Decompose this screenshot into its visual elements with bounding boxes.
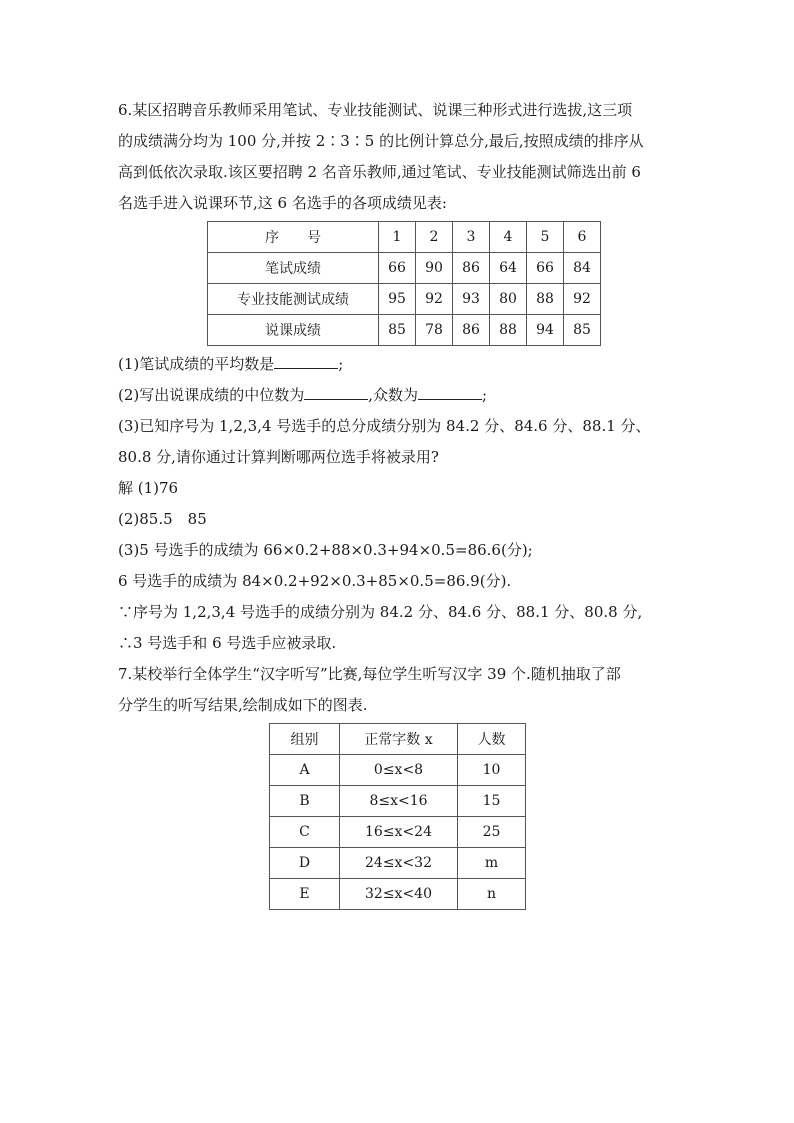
table-cell: 3 bbox=[453, 222, 490, 253]
table-header-row bbox=[208, 222, 601, 253]
answer-blank bbox=[418, 385, 482, 400]
q7-stem-line: 分学生的听写结果,绘制成如下的图表. bbox=[118, 696, 368, 714]
table-cell: 1 bbox=[379, 222, 416, 253]
table-cell: 5 bbox=[527, 222, 564, 253]
table-cell: 10 bbox=[458, 755, 526, 786]
q6-part3-line: (3)已知序号为 1,2,3,4 号选手的总分成绩分别为 84.2 分、84.6 分、88.1 分、 bbox=[118, 417, 651, 435]
table-row bbox=[208, 253, 601, 284]
answer-blank bbox=[304, 385, 368, 400]
table-row bbox=[208, 284, 601, 315]
table-cell: E bbox=[270, 879, 340, 910]
table-cell: 64 bbox=[490, 253, 527, 284]
q6-stem-line: 高到低依次录取.该区要招聘 2 名音乐教师,通过笔试、专业技能测试筛选出前 6 bbox=[118, 163, 641, 181]
table-cell: n bbox=[458, 879, 526, 910]
solution-line: (2)85.5 85 bbox=[118, 510, 207, 528]
table-cell: 92 bbox=[564, 284, 601, 315]
table-header-label: 序 号 bbox=[208, 222, 379, 253]
column-header: 正常字数 x bbox=[340, 724, 458, 755]
table-cell: m bbox=[458, 848, 526, 879]
q6-score-table bbox=[207, 221, 601, 346]
table-cell: 85 bbox=[564, 315, 601, 346]
table-cell: 8≤x<16 bbox=[340, 786, 458, 817]
table-cell: 86 bbox=[453, 315, 490, 346]
table-row bbox=[270, 755, 526, 786]
q6-stem-line: 的成绩满分均为 100 分,并按 2∶3∶5 的比例计算总分,最后,按照成绩的排序从 bbox=[118, 132, 644, 150]
table-cell: 78 bbox=[416, 315, 453, 346]
table-cell: 25 bbox=[458, 817, 526, 848]
row-label: 笔试成绩 bbox=[208, 253, 379, 284]
worksheet-page bbox=[118, 95, 678, 910]
table-cell: 16≤x<24 bbox=[340, 817, 458, 848]
table-cell: 86 bbox=[453, 253, 490, 284]
table-cell: 92 bbox=[416, 284, 453, 315]
answer-blank bbox=[274, 354, 338, 369]
table-cell: 2 bbox=[416, 222, 453, 253]
q6-part3-line: 80.8 分,请你通过计算判断哪两位选手将被录用? bbox=[118, 448, 439, 466]
part1-end: ; bbox=[338, 355, 344, 373]
q6-stem-line: 6.某区招聘音乐教师采用笔试、专业技能测试、说课三种形式进行选拔,这三项 bbox=[118, 101, 633, 119]
table-cell: 93 bbox=[453, 284, 490, 315]
table-row bbox=[270, 848, 526, 879]
table-cell: B bbox=[270, 786, 340, 817]
column-header: 组别 bbox=[270, 724, 340, 755]
solution-line: ∴3 号选手和 6 号选手应被录取. bbox=[118, 634, 337, 652]
part2-end: ; bbox=[482, 386, 488, 404]
table-cell: 4 bbox=[490, 222, 527, 253]
table-cell: C bbox=[270, 817, 340, 848]
table-cell: 95 bbox=[379, 284, 416, 315]
q7-stem-line: 7.某校举行全体学生“汉字听写”比赛,每位学生听写汉字 39 个.随机抽取了部 bbox=[118, 665, 621, 683]
table-cell: 90 bbox=[416, 253, 453, 284]
table-cell: 6 bbox=[564, 222, 601, 253]
q6-part2 bbox=[118, 380, 678, 411]
table-cell: 32≤x<40 bbox=[340, 879, 458, 910]
column-header: 人数 bbox=[458, 724, 526, 755]
table-row bbox=[270, 879, 526, 910]
table-cell: 15 bbox=[458, 786, 526, 817]
table-cell: 88 bbox=[490, 315, 527, 346]
solution-line: 解 (1)76 bbox=[118, 479, 179, 497]
table-row bbox=[270, 817, 526, 848]
table-row bbox=[270, 786, 526, 817]
table-cell: 24≤x<32 bbox=[340, 848, 458, 879]
row-label: 专业技能测试成绩 bbox=[208, 284, 379, 315]
table-cell: D bbox=[270, 848, 340, 879]
table-cell: 80 bbox=[490, 284, 527, 315]
q6-part1 bbox=[118, 349, 678, 380]
table-cell: 94 bbox=[527, 315, 564, 346]
table-cell: 85 bbox=[379, 315, 416, 346]
table-cell: 88 bbox=[527, 284, 564, 315]
part2-middle: ,众数为 bbox=[368, 386, 419, 404]
solution-line: ∵序号为 1,2,3,4 号选手的成绩分别为 84.2 分、84.6 分、88.1 分、80.8 分, bbox=[118, 603, 643, 621]
part1-text: (1)笔试成绩的平均数是 bbox=[118, 355, 275, 373]
table-cell: 84 bbox=[564, 253, 601, 284]
row-label: 说课成绩 bbox=[208, 315, 379, 346]
solution-line: 6 号选手的成绩为 84×0.2+92×0.3+85×0.5=86.9(分). bbox=[118, 572, 512, 590]
table-header-row bbox=[270, 724, 526, 755]
q6-stem-line: 名选手进入说课环节,这 6 名选手的各项成绩见表: bbox=[118, 194, 447, 212]
part2-text: (2)写出说课成绩的中位数为 bbox=[118, 386, 305, 404]
table-cell: 0≤x<8 bbox=[340, 755, 458, 786]
solution-line: (3)5 号选手的成绩为 66×0.2+88×0.3+94×0.5=86.6(分); bbox=[118, 541, 533, 559]
table-row bbox=[208, 315, 601, 346]
table-cell: A bbox=[270, 755, 340, 786]
table-cell: 66 bbox=[527, 253, 564, 284]
q7-group-table bbox=[269, 723, 526, 910]
table-cell: 66 bbox=[379, 253, 416, 284]
